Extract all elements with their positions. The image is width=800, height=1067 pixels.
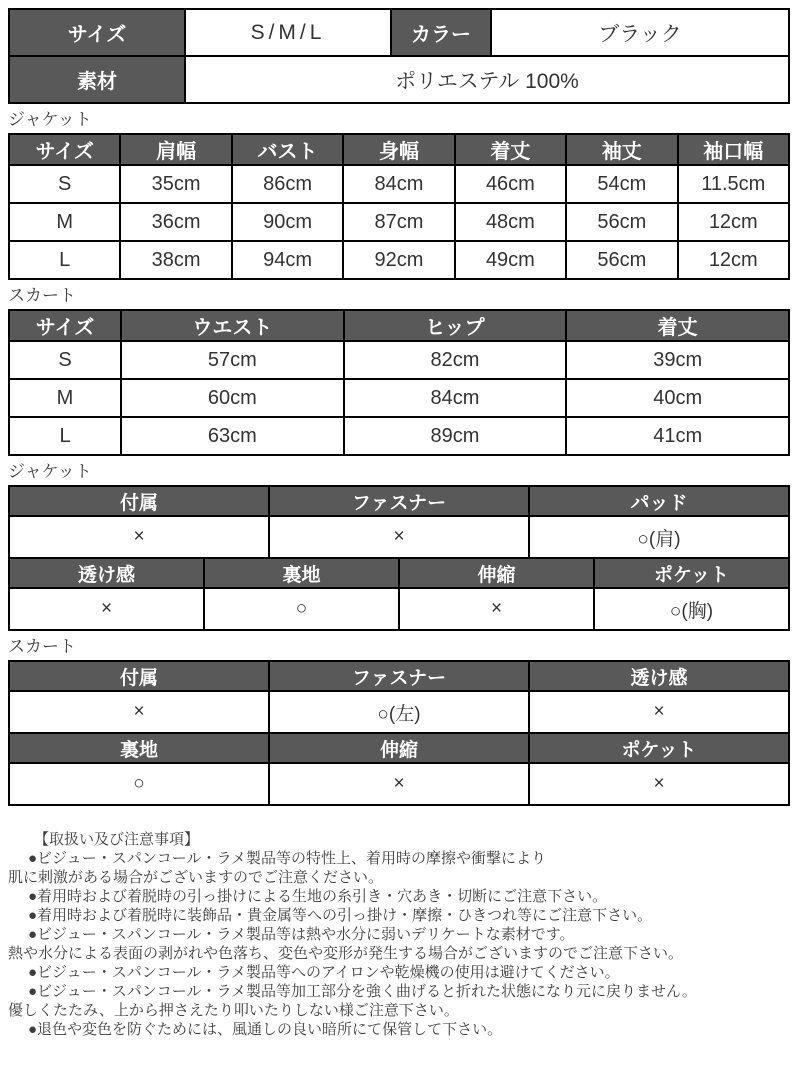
care-note-line: 肌に刺激がある場合がございますのでご注意ください。 xyxy=(8,869,384,886)
header-cell: ファスナー xyxy=(269,486,529,516)
value-cell: 54cm xyxy=(566,165,677,203)
value-cell: 56cm xyxy=(566,241,677,279)
value-cell: × xyxy=(269,763,529,805)
care-note-line: ●退色や変色を防ぐためには、風通しの良い暗所にて保管して下さい。 xyxy=(28,1021,503,1038)
table-row xyxy=(9,379,789,417)
table-row xyxy=(9,165,789,203)
header-cell: パッド xyxy=(529,486,789,516)
value-cell: ○(肩) xyxy=(529,516,789,558)
header-cell: 裏地 xyxy=(204,558,399,588)
header-cell: 着丈 xyxy=(566,310,789,341)
care-note-line: ●ビジュー・スパンコール・ラメ製品等加工部分を強く曲げると折れた状態になり元に戻りません。 xyxy=(28,983,697,1000)
value-cell: 84cm xyxy=(344,379,567,417)
value-cell: ○ xyxy=(204,588,399,630)
value-cell: 63cm xyxy=(121,417,344,455)
header-cell: 付属 xyxy=(9,661,269,691)
value-cell: 40cm xyxy=(566,379,789,417)
care-note-line: ●着用時および着脱時に装飾品・貴金属等への引っ掛け・摩擦・ひきつれ等にご注意下さい。 xyxy=(28,907,653,924)
value-cell: S xyxy=(9,165,120,203)
value-cell: 41cm xyxy=(566,417,789,455)
care-note-line: ●ビジュー・スパンコール・ラメ製品等の特性上、着用時の摩擦や衝撃により xyxy=(28,850,547,867)
value-cell: M xyxy=(9,203,120,241)
table-header-row xyxy=(9,310,789,341)
table-row xyxy=(9,56,789,103)
value-cell: × xyxy=(9,516,269,558)
skirt-detail-table xyxy=(8,660,790,806)
value-cell: ○ xyxy=(9,763,269,805)
table-row xyxy=(9,516,789,558)
spec-table xyxy=(8,8,790,104)
header-cell: 身幅 xyxy=(343,134,454,165)
header-cell: ポケット xyxy=(594,558,789,588)
care-note-line: ●ビジュー・スパンコール・ラメ製品等へのアイロンや乾燥機の使用は避けてください。 xyxy=(28,964,620,981)
value-cell: 89cm xyxy=(344,417,567,455)
care-notes-title: 【取扱い及び注意事項】 xyxy=(34,831,200,848)
skirt-detail-section-label: スカート xyxy=(8,637,76,656)
color-value-cell: ブラック xyxy=(491,9,789,56)
header-cell: 付属 xyxy=(9,486,269,516)
table-row xyxy=(9,691,789,733)
header-cell: 伸縮 xyxy=(399,558,594,588)
table-row xyxy=(9,241,789,279)
value-cell: 92cm xyxy=(343,241,454,279)
material-value-cell: ポリエステル 100% xyxy=(185,56,789,103)
value-cell: S xyxy=(9,341,121,379)
header-cell: ウエスト xyxy=(121,310,344,341)
care-note-line: 熱や水分による表面の剥がれや色落ち、変色や変形が発生する場合がございますのでご注意下さい。 xyxy=(8,945,684,962)
header-cell: バスト xyxy=(232,134,343,165)
header-cell: ヒップ xyxy=(344,310,567,341)
header-cell: 伸縮 xyxy=(269,733,529,763)
value-cell: 35cm xyxy=(120,165,231,203)
value-cell: L xyxy=(9,241,120,279)
value-cell: 94cm xyxy=(232,241,343,279)
table-row xyxy=(9,9,789,56)
value-cell: 90cm xyxy=(232,203,343,241)
header-cell: 袖丈 xyxy=(566,134,677,165)
skirt-section-label: スカート xyxy=(8,286,76,305)
value-cell: 84cm xyxy=(343,165,454,203)
jacket-section-label: ジャケット xyxy=(8,110,92,129)
size-label-cell: サイズ xyxy=(9,9,185,56)
care-note-line: ●ビジュー・スパンコール・ラメ製品等は熱や水分に弱いデリケートな素材です。 xyxy=(28,926,575,943)
value-cell: 87cm xyxy=(343,203,454,241)
value-cell: 82cm xyxy=(344,341,567,379)
value-cell: 48cm xyxy=(455,203,566,241)
value-cell: M xyxy=(9,379,121,417)
table-header-row xyxy=(9,733,789,763)
value-cell: 46cm xyxy=(455,165,566,203)
header-cell: サイズ xyxy=(9,310,121,341)
value-cell: 38cm xyxy=(120,241,231,279)
table-row xyxy=(9,341,789,379)
care-note-line: ●着用時および着脱時の引っ掛けによる生地の糸引き・穴あき・切断にご注意下さい。 xyxy=(28,888,608,905)
value-cell: 11.5cm xyxy=(678,165,789,203)
value-cell: ○(胸) xyxy=(594,588,789,630)
value-cell: × xyxy=(269,516,529,558)
header-cell: 袖口幅 xyxy=(678,134,789,165)
table-row xyxy=(9,763,789,805)
value-cell: 36cm xyxy=(120,203,231,241)
value-cell: × xyxy=(399,588,594,630)
size-value-cell: S/M/L xyxy=(185,9,391,56)
value-cell: × xyxy=(9,588,204,630)
care-notes xyxy=(8,830,790,1039)
value-cell: 57cm xyxy=(121,341,344,379)
value-cell: 49cm xyxy=(455,241,566,279)
table-header-row xyxy=(9,558,789,588)
value-cell: 12cm xyxy=(678,241,789,279)
header-cell: 着丈 xyxy=(455,134,566,165)
table-row xyxy=(9,417,789,455)
value-cell: 60cm xyxy=(121,379,344,417)
jacket-detail-section-label: ジャケット xyxy=(8,462,92,481)
table-header-row xyxy=(9,134,789,165)
table-row xyxy=(9,588,789,630)
value-cell: × xyxy=(9,691,269,733)
care-note-line: 優しくたたみ、上から押さえたり叩いたりしない様ご注意下さい。 xyxy=(8,1002,459,1019)
skirt-size-table xyxy=(8,309,790,456)
value-cell: 56cm xyxy=(566,203,677,241)
header-cell: 透け感 xyxy=(529,661,789,691)
value-cell: × xyxy=(529,763,789,805)
header-cell: ポケット xyxy=(529,733,789,763)
header-cell: 裏地 xyxy=(9,733,269,763)
jacket-size-table xyxy=(8,133,790,280)
value-cell: L xyxy=(9,417,121,455)
value-cell: ○(左) xyxy=(269,691,529,733)
value-cell: 39cm xyxy=(566,341,789,379)
value-cell: 86cm xyxy=(232,165,343,203)
header-cell: サイズ xyxy=(9,134,120,165)
table-header-row xyxy=(9,661,789,691)
table-row xyxy=(9,203,789,241)
value-cell: 12cm xyxy=(678,203,789,241)
value-cell: × xyxy=(529,691,789,733)
header-cell: ファスナー xyxy=(269,661,529,691)
header-cell: 透け感 xyxy=(9,558,204,588)
jacket-detail-table xyxy=(8,485,790,631)
material-label-cell: 素材 xyxy=(9,56,185,103)
header-cell: 肩幅 xyxy=(120,134,231,165)
table-header-row xyxy=(9,486,789,516)
color-label-cell: カラー xyxy=(391,9,491,56)
